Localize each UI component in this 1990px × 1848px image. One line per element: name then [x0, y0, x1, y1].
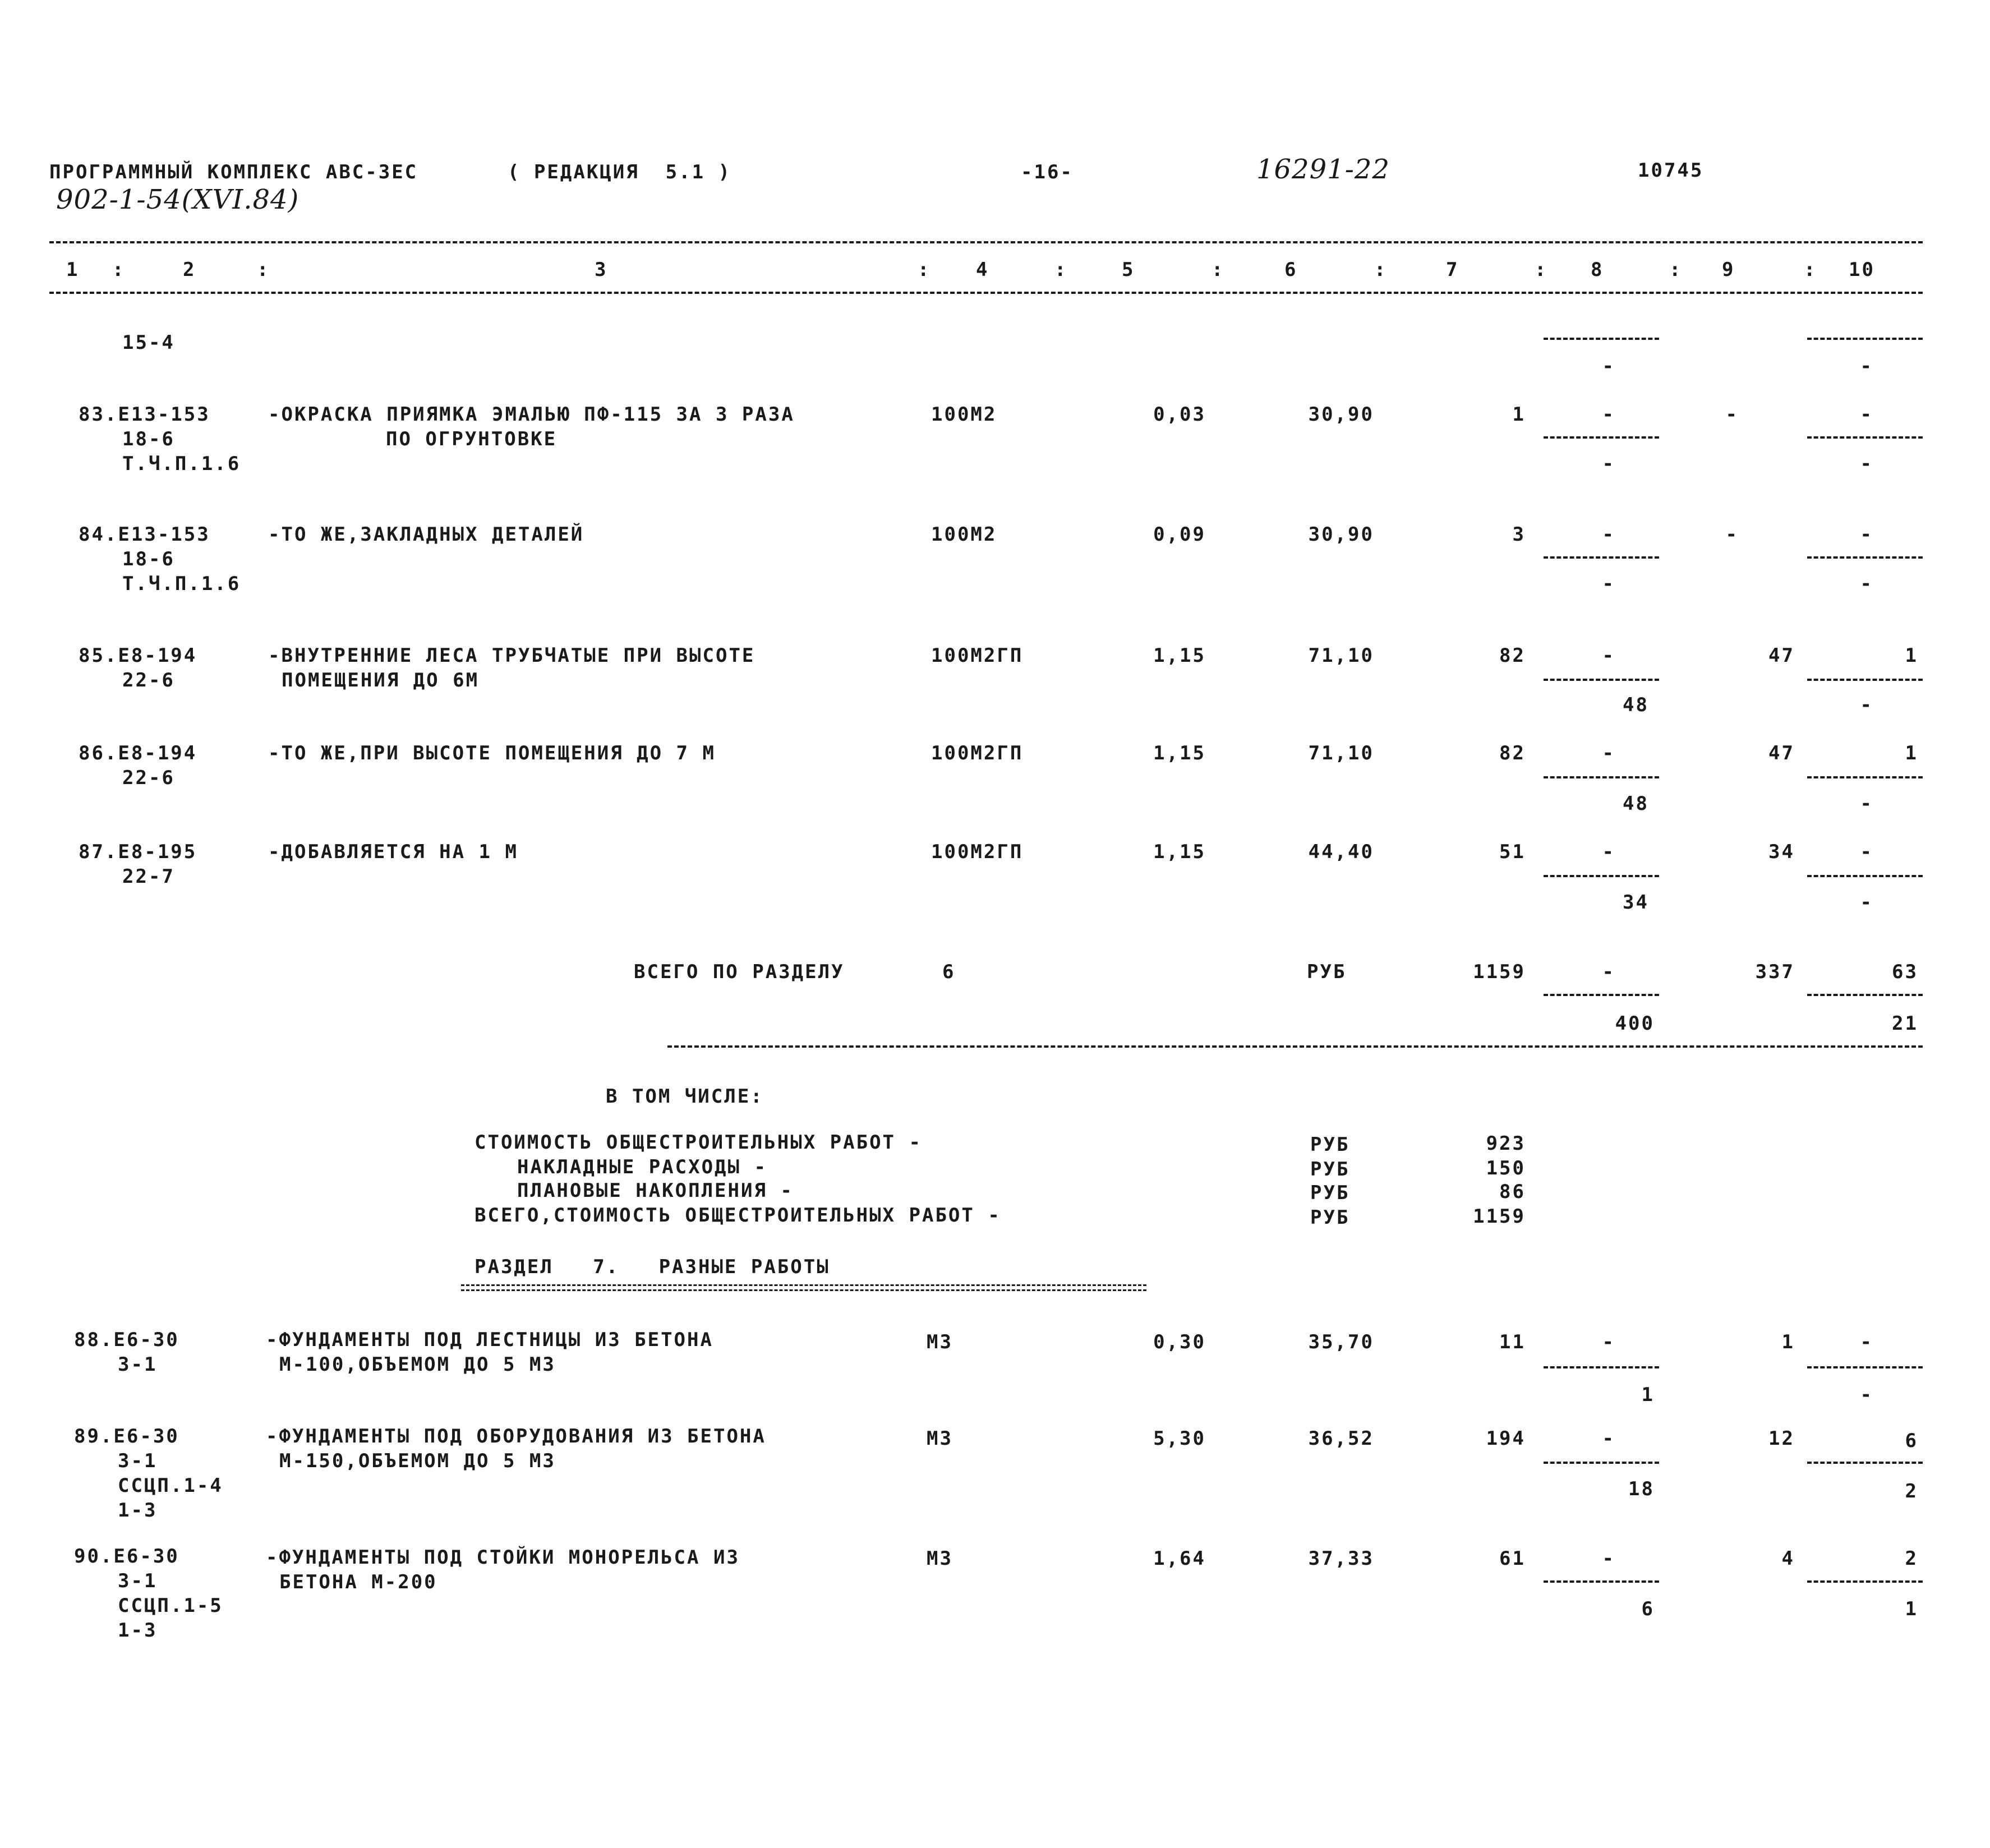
cell-8-bottom: 400 — [1615, 1012, 1655, 1035]
norm-code: 3-1 — [118, 1353, 158, 1376]
section-heading: РАЗДЕЛ 7. РАЗНЫЕ РАБОТЫ — [475, 1256, 830, 1278]
section-heading-underline — [461, 1284, 1146, 1291]
fraction-line — [1807, 436, 1923, 439]
work-description-cont: ПОМЕЩЕНИЯ ДО 6М — [282, 669, 480, 692]
work-description: -ФУНДАМЕНТЫ ПОД ЛЕСТНИЦЫ ИЗ БЕТОНА — [266, 1329, 713, 1351]
fraction-line — [1544, 1462, 1659, 1464]
unit-price: 44,40 — [1308, 841, 1374, 863]
page-number: -16- — [1021, 161, 1074, 183]
work-description-cont: М-150,ОБЪЕМОМ ДО 5 М3 — [279, 1450, 556, 1472]
unit-price: 71,10 — [1308, 644, 1374, 667]
coef-value: 1-3 — [118, 1499, 158, 1522]
item-code: 84.Е13-153 — [79, 523, 210, 546]
work-description-cont: БЕТОНА М-200 — [279, 1571, 437, 1593]
cell-10-top: 63 — [1892, 961, 1918, 983]
work-description: -ТО ЖЕ,ПРИ ВЫСОТЕ ПОМЕЩЕНИЯ ДО 7 М — [268, 742, 716, 764]
cell-10-bottom: - — [1860, 1384, 1873, 1406]
unit-price: 30,90 — [1308, 523, 1374, 546]
fraction-line — [1544, 556, 1659, 559]
breakdown-label: НАКЛАДНЫЕ РАСХОДЫ - — [517, 1156, 767, 1178]
cell-10-bottom: - — [1860, 573, 1873, 595]
fraction-line — [1807, 338, 1923, 340]
cell-10-bottom: - — [1860, 453, 1873, 475]
header-rule-top — [49, 241, 1923, 243]
program-title: ПРОГРАММНЫЙ КОМПЛЕКС АВС-3ЕС — [49, 161, 418, 183]
total-cost: 51 — [1499, 841, 1526, 863]
cell-8-top: - — [1602, 841, 1615, 863]
unit: 100М2ГП — [931, 742, 1024, 764]
col-num: 5 — [1122, 259, 1135, 281]
fraction-line — [1807, 875, 1923, 877]
breakdown-unit: РУБ — [1310, 1158, 1350, 1181]
cell-8-top: - — [1602, 742, 1615, 764]
item-code: 87.Е8-195 — [79, 841, 197, 863]
col-num: 6 — [1284, 259, 1298, 281]
item-code: 83.Е13-153 — [79, 403, 210, 426]
coef-value: 1-3 — [118, 1619, 158, 1642]
cell-9: 34 — [1768, 841, 1795, 863]
work-description: -ФУНДАМЕНТЫ ПОД СТОЙКИ МОНОРЕЛЬСА ИЗ — [266, 1546, 740, 1569]
cell-8-top: - — [1602, 1331, 1615, 1353]
cell-10-bottom: - — [1860, 792, 1873, 815]
cell-9: - — [1725, 523, 1739, 546]
breakdown-value: 923 — [1486, 1132, 1526, 1155]
col-sep: : — [1374, 259, 1388, 281]
fraction-line — [1544, 776, 1659, 778]
item-code: 90.Е6-30 — [74, 1545, 179, 1568]
edition-label: ( РЕДАКЦИЯ 5.1 ) — [508, 161, 731, 183]
fraction-line — [1544, 679, 1659, 681]
cell-8-bottom: 18 — [1628, 1478, 1655, 1500]
unit-price: 37,33 — [1308, 1547, 1374, 1570]
unit: 100М2ГП — [931, 644, 1024, 667]
work-description: -ТО ЖЕ,ЗАКЛАДНЫХ ДЕТАЛЕЙ — [268, 523, 584, 546]
breakdown-value: 150 — [1486, 1157, 1526, 1179]
breakdown-unit: РУБ — [1310, 1206, 1350, 1229]
norm-code: 22-6 — [122, 767, 175, 789]
breakdown-unit: РУБ — [1310, 1133, 1350, 1156]
col-sep: : — [1669, 259, 1683, 281]
cell-8-bottom: - — [1602, 573, 1615, 595]
breakdown-value: 1159 — [1473, 1205, 1526, 1228]
section-total-label: ВСЕГО ПО РАЗДЕЛУ — [634, 961, 845, 983]
cell-8-top: - — [1602, 403, 1615, 426]
col-num: 7 — [1446, 259, 1459, 281]
quantity: 1,15 — [1153, 841, 1206, 863]
project-code: 902-1-54(XVI.84) — [56, 184, 300, 215]
quantity: 0,09 — [1153, 523, 1206, 546]
cell-9: 47 — [1768, 742, 1795, 764]
col-sep: : — [1211, 259, 1225, 281]
fraction-line — [1807, 1580, 1923, 1583]
quantity: 0,30 — [1153, 1331, 1206, 1353]
cell-9: 12 — [1768, 1427, 1795, 1450]
cell-10-bottom: 2 — [1905, 1480, 1918, 1503]
cell-8-bottom: - — [1602, 355, 1615, 377]
col-num: 4 — [976, 259, 989, 281]
col-sep: : — [112, 259, 126, 281]
cell-9: 1 — [1781, 1331, 1795, 1353]
fraction-line — [1544, 338, 1659, 340]
col-num: 3 — [595, 259, 608, 281]
fraction-line — [1544, 1366, 1659, 1368]
cell-10-top: - — [1860, 403, 1873, 426]
fraction-line — [1544, 875, 1659, 877]
cell-10-top: 2 — [1905, 1547, 1918, 1570]
total-cost: 11 — [1499, 1331, 1526, 1353]
coef-code: ССЦП.1-4 — [118, 1474, 223, 1497]
cell-8-bottom: 48 — [1623, 694, 1649, 716]
cell-10-top: 6 — [1905, 1430, 1918, 1452]
fraction-line — [1544, 994, 1659, 996]
sheet-id: 10745 — [1638, 159, 1704, 182]
col-num: 10 — [1849, 259, 1875, 281]
unit: 100М2ГП — [931, 841, 1024, 863]
cell-9: - — [1725, 403, 1739, 426]
col-num: 2 — [183, 259, 196, 281]
work-description-cont: М-100,ОБЪЕМОМ ДО 5 М3 — [279, 1353, 556, 1376]
breakdown-label: ВСЕГО,СТОИМОСТЬ ОБЩЕСТРОИТЕЛЬНЫХ РАБОТ - — [475, 1204, 1001, 1227]
fraction-line — [1807, 994, 1923, 996]
cell-8-top: - — [1602, 644, 1615, 667]
fraction-line — [1807, 556, 1923, 559]
norm-code: 18-6 — [122, 428, 175, 450]
breakdown-label: СТОИМОСТЬ ОБЩЕСТРОИТЕЛЬНЫХ РАБОТ - — [475, 1131, 922, 1154]
col-sep: : — [918, 259, 931, 281]
breakdown-label: ПЛАНОВЫЕ НАКОПЛЕНИЯ - — [517, 1179, 794, 1202]
cell-10-bottom: - — [1860, 355, 1873, 377]
cell-10-top: - — [1860, 523, 1873, 546]
cell-8-bottom: 48 — [1623, 792, 1649, 815]
coef-code: ССЦП.1-5 — [118, 1594, 223, 1617]
currency-unit: РУБ — [1307, 961, 1347, 983]
norm-code: 22-7 — [122, 865, 175, 888]
cell-10-top: 1 — [1905, 742, 1918, 764]
cell-10-bottom: 1 — [1905, 1598, 1918, 1620]
header-rule-bottom — [49, 292, 1923, 294]
cell-10-top: - — [1860, 1331, 1873, 1353]
item-code: 85.Е8-194 — [79, 644, 197, 667]
cell-10-top: 1 — [1905, 644, 1918, 667]
total-cost: 3 — [1512, 523, 1526, 546]
fraction-line — [1807, 679, 1923, 681]
cell-8-top: - — [1602, 1427, 1615, 1450]
norm-code: 3-1 — [118, 1570, 158, 1592]
total-cost: 1 — [1512, 403, 1526, 426]
cell-10-bottom: - — [1860, 694, 1873, 716]
unit-price: 30,90 — [1308, 403, 1374, 426]
doc-number: 16291-22 — [1256, 154, 1390, 185]
breakdown-unit: РУБ — [1310, 1182, 1350, 1204]
cell-8-bottom: 6 — [1641, 1598, 1655, 1620]
quantity: 5,30 — [1153, 1427, 1206, 1450]
total-cost: 1159 — [1473, 961, 1526, 983]
item-code: 86.Е8-194 — [79, 742, 197, 764]
total-cost: 82 — [1499, 644, 1526, 667]
unit: М3 — [927, 1427, 953, 1450]
cell-9: 47 — [1768, 644, 1795, 667]
cell-8-bottom: 1 — [1641, 1384, 1655, 1406]
item-code: 88.Е6-30 — [74, 1329, 179, 1351]
breakdown-value: 86 — [1499, 1181, 1526, 1203]
work-description-cont: ПО ОГРУНТОВКЕ — [386, 428, 558, 450]
quantity: 1,64 — [1153, 1547, 1206, 1570]
unit-price: 36,52 — [1308, 1427, 1374, 1450]
quantity: 0,03 — [1153, 403, 1206, 426]
unit: 100М2 — [931, 403, 997, 426]
total-cost: 194 — [1486, 1427, 1526, 1450]
section-number: 6 — [942, 961, 956, 983]
col-sep: : — [257, 259, 270, 281]
cell-10-top: - — [1860, 841, 1873, 863]
col-num: 1 — [66, 259, 80, 281]
norm-code: 18-6 — [122, 548, 175, 570]
fraction-line — [1807, 1462, 1923, 1464]
col-sep: : — [1804, 259, 1817, 281]
unit-price: 35,70 — [1308, 1331, 1374, 1353]
norm-code: 3-1 — [118, 1450, 158, 1472]
cell-10-bottom: 21 — [1892, 1012, 1918, 1035]
fraction-line — [1544, 1580, 1659, 1583]
work-description: -ВНУТРЕННИЕ ЛЕСА ТРУБЧАТЫЕ ПРИ ВЫСОТЕ — [268, 644, 756, 667]
col-sep: : — [1535, 259, 1548, 281]
work-description: -ДОБАВЛЯЕТСЯ НА 1 М — [268, 841, 518, 863]
work-description: -ФУНДАМЕНТЫ ПОД ОБОРУДОВАНИЯ ИЗ БЕТОНА — [266, 1425, 766, 1448]
breakdown-title: В ТОМ ЧИСЛЕ: — [606, 1085, 764, 1108]
total-cost: 82 — [1499, 742, 1526, 764]
quantity: 1,15 — [1153, 742, 1206, 764]
item-code: 89.Е6-30 — [74, 1425, 179, 1448]
coef-code: Т.Ч.П.1.6 — [122, 453, 241, 475]
norm-code: 22-6 — [122, 669, 175, 692]
section-total-rule — [667, 1045, 1923, 1048]
norm-code: 15-4 — [122, 331, 175, 354]
col-num: 9 — [1722, 259, 1735, 281]
cell-8-bottom: - — [1602, 453, 1615, 475]
quantity: 1,15 — [1153, 644, 1206, 667]
unit-price: 71,10 — [1308, 742, 1374, 764]
cell-8-top: - — [1602, 1547, 1615, 1570]
cell-9: 4 — [1781, 1547, 1795, 1570]
unit: М3 — [927, 1547, 953, 1570]
cell-8-top: - — [1602, 523, 1615, 546]
fraction-line — [1807, 1366, 1923, 1368]
unit: 100М2 — [931, 523, 997, 546]
fraction-line — [1544, 436, 1659, 439]
cell-8-bottom: 34 — [1623, 891, 1649, 914]
fraction-line — [1807, 776, 1923, 778]
work-description: -ОКРАСКА ПРИЯМКА ЭМАЛЬЮ ПФ-115 ЗА 3 РАЗА — [268, 403, 795, 426]
total-cost: 61 — [1499, 1547, 1526, 1570]
col-num: 8 — [1591, 259, 1604, 281]
cell-10-bottom: - — [1860, 891, 1873, 914]
col-sep: : — [1054, 259, 1068, 281]
cell-9: 337 — [1755, 961, 1795, 983]
cell-8-top: - — [1602, 961, 1615, 983]
unit: М3 — [927, 1331, 953, 1353]
coef-code: Т.Ч.П.1.6 — [122, 573, 241, 595]
